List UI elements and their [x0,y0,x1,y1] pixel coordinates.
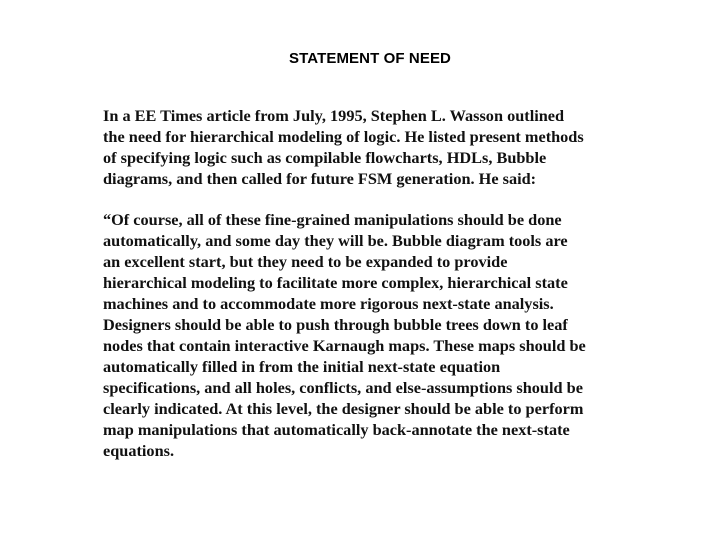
intro-line: the need for hierarchical modeling of logic. He listed present methods [103,127,584,146]
quote-line: “Of course, all of these fine-grained manipulations should be done [103,210,562,229]
slide-title: STATEMENT OF NEED [289,50,451,67]
quote-line: hierarchical modeling to facilitate more complex, hierarchical state [103,273,568,292]
intro-line: diagrams, and then called for future FSM generation. He said: [103,169,537,188]
quote-line: automatically filled in from the initial next-state equation [103,357,501,376]
quote-line: equations. [103,441,175,460]
quote-line: Designers should be able to push through bubble trees down to leaf [103,315,568,334]
quote-line: map manipulations that automatically back-annotate the next-state [103,420,570,439]
paragraph-gap [103,189,648,209]
quote-line: automatically, and some day they will be. Bubble diagram tools are [103,231,568,250]
quote-line: specifications, and all holes, conflicts, and else-assumptions should be [103,378,583,397]
quote-line: an excellent start, but they need to be expanded to provide [103,252,508,271]
intro-line: In a EE Times article from July, 1995, Stephen L. Wasson outlined [103,106,565,125]
body-text [103,105,648,461]
quote-line: machines and to accommodate more rigorous next-state analysis. [103,294,554,313]
quote-line: clearly indicated. At this level, the designer should be able to perform [103,399,584,418]
intro-line: of specifying logic such as compilable flowcharts, HDLs, Bubble [103,148,547,167]
quote-line: nodes that contain interactive Karnaugh maps. These maps should be [103,336,586,355]
